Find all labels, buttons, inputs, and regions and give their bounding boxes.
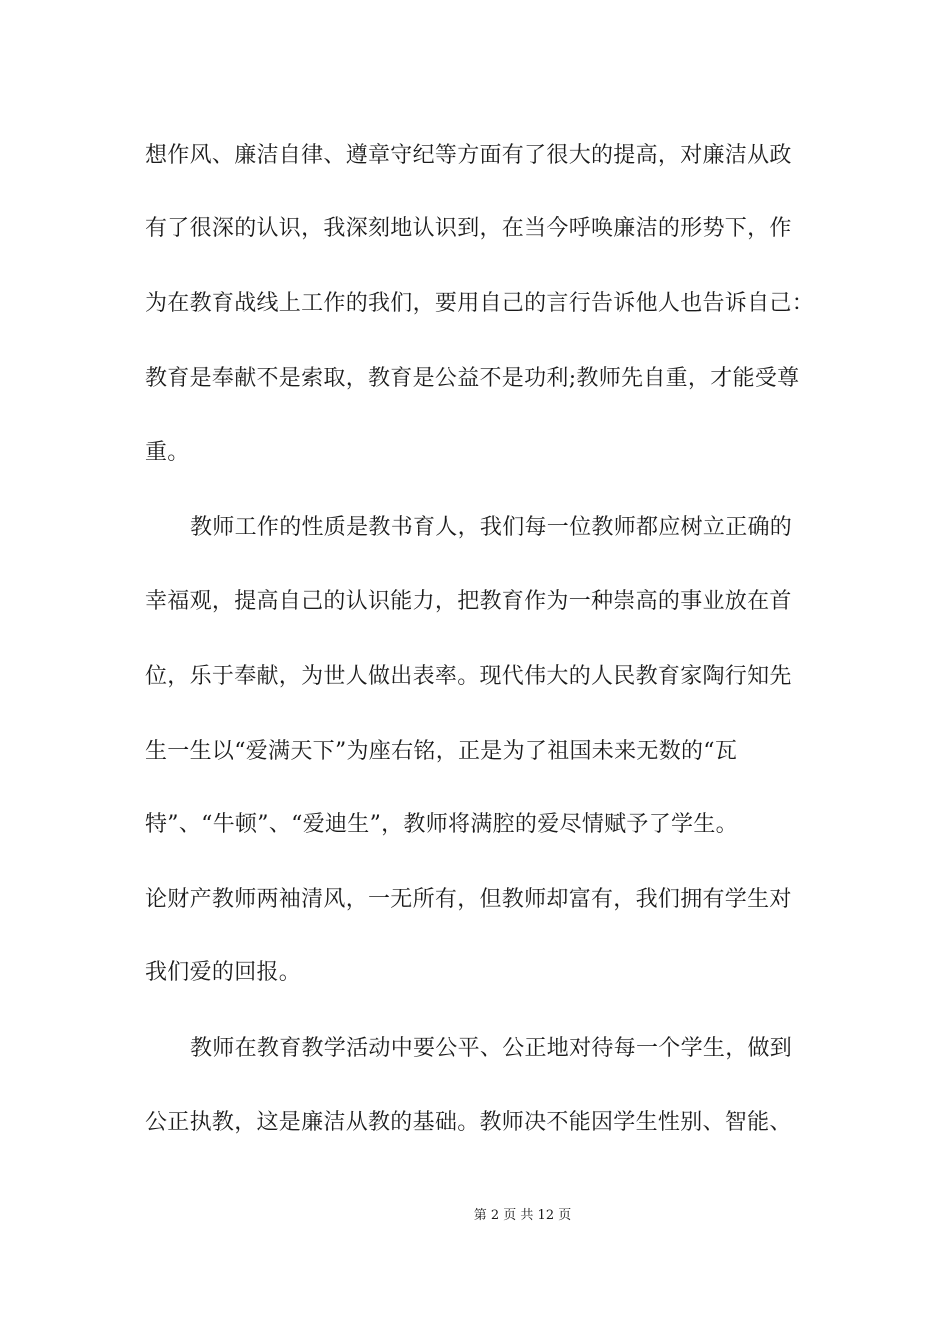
- page-number-footer: 第 2 页 共 12 页: [473, 1208, 572, 1223]
- text-line: 为在教育战线上工作的我们，要用自己的言行告诉他人也告诉自己：: [145, 291, 815, 316]
- text-line: 幸福观，提高自己的认识能力，把教育作为一种崇高的事业放在首: [145, 589, 792, 614]
- text-line: 特”、“牛顿”、“爱迪生”，教师将满腔的爱尽情赋予了学生。: [145, 812, 738, 837]
- text-line: 位，乐于奉献，为世人做出表率。现代伟大的人民教育家陶行知先: [145, 664, 792, 689]
- text-line: 想作风、廉洁自律、遵章守纪等方面有了很大的提高，对廉洁从政: [145, 143, 792, 168]
- text-line: 论财产教师两袖清风，一无所有，但教师却富有，我们拥有学生对: [145, 887, 792, 912]
- text-line: 有了很深的认识，我深刻地认识到，在当今呼唤廉洁的形势下，作: [145, 216, 792, 241]
- paragraph-start-line: 教师工作的性质是教书育人，我们每一位教师都应树立正确的: [190, 515, 793, 540]
- text-line: 公正执教，这是廉洁从教的基础。教师决不能因学生性别、智能、: [145, 1110, 792, 1135]
- text-line: 我们爱的回报。: [145, 960, 302, 985]
- text-line: 生一生以“爱满天下”为座右铭，正是为了祖国未来无数的“瓦: [145, 739, 738, 764]
- text-line: 重。: [145, 440, 190, 465]
- text-line: 教育是奉献不是索取，教育是公益不是功利;教师先自重，才能受尊: [145, 366, 800, 391]
- paragraph-start-line: 教师在教育教学活动中要公平、公正地对待每一个学生，做到: [190, 1036, 793, 1061]
